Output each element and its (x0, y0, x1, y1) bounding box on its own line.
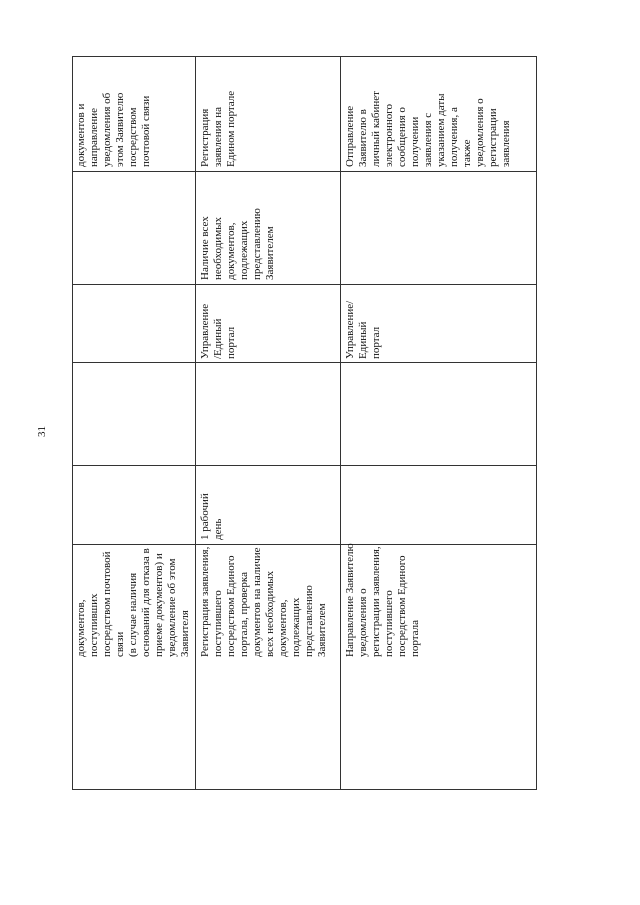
result-cell: документов и направление уведомления об этом Заявителю посредством почтовой связи (75, 92, 152, 167)
column-divider (72, 284, 537, 285)
column-divider (72, 362, 537, 363)
step-cell: документов, поступивших посредством почтовой связи (в случае наличия оснований для отказа в приеме документов) и уведомление об этом Заявителя (75, 548, 191, 657)
term-cell: 1 рабочий день (199, 493, 224, 540)
table-border-bottom (72, 789, 537, 790)
procedure-table (72, 56, 537, 790)
row-divider (195, 56, 196, 790)
page-number: 31 (36, 426, 48, 437)
row-divider (340, 56, 341, 790)
step-cell: Регистрация заявления, поступившего посредством Единого портала, проверка документов на наличие всех необходимых документов, подлежащих представлению Заявителем (199, 546, 328, 657)
step-cell: Направление Заявителю уведомления о регистрации заявления, поступившего посредством Единого портала (344, 543, 421, 657)
table-border-top (72, 56, 537, 57)
criterion-cell: Наличие всех необходимых документов, подлежащих представлению Заявителем (199, 208, 276, 280)
column-divider (72, 465, 537, 466)
table-border-left (72, 56, 73, 790)
result-cell: Отправление Заявителю в личный кабинет электронного сообщения о получении заявления с указанием даты получения, а также уведомления о регистрации заявления (344, 91, 512, 167)
table-border-right (536, 56, 537, 790)
place-cell: Управление /Единый портал (199, 303, 237, 359)
place-cell: Управление/ Единый портал (344, 300, 382, 359)
result-cell: Регистрация заявления на Едином портале (199, 90, 237, 167)
